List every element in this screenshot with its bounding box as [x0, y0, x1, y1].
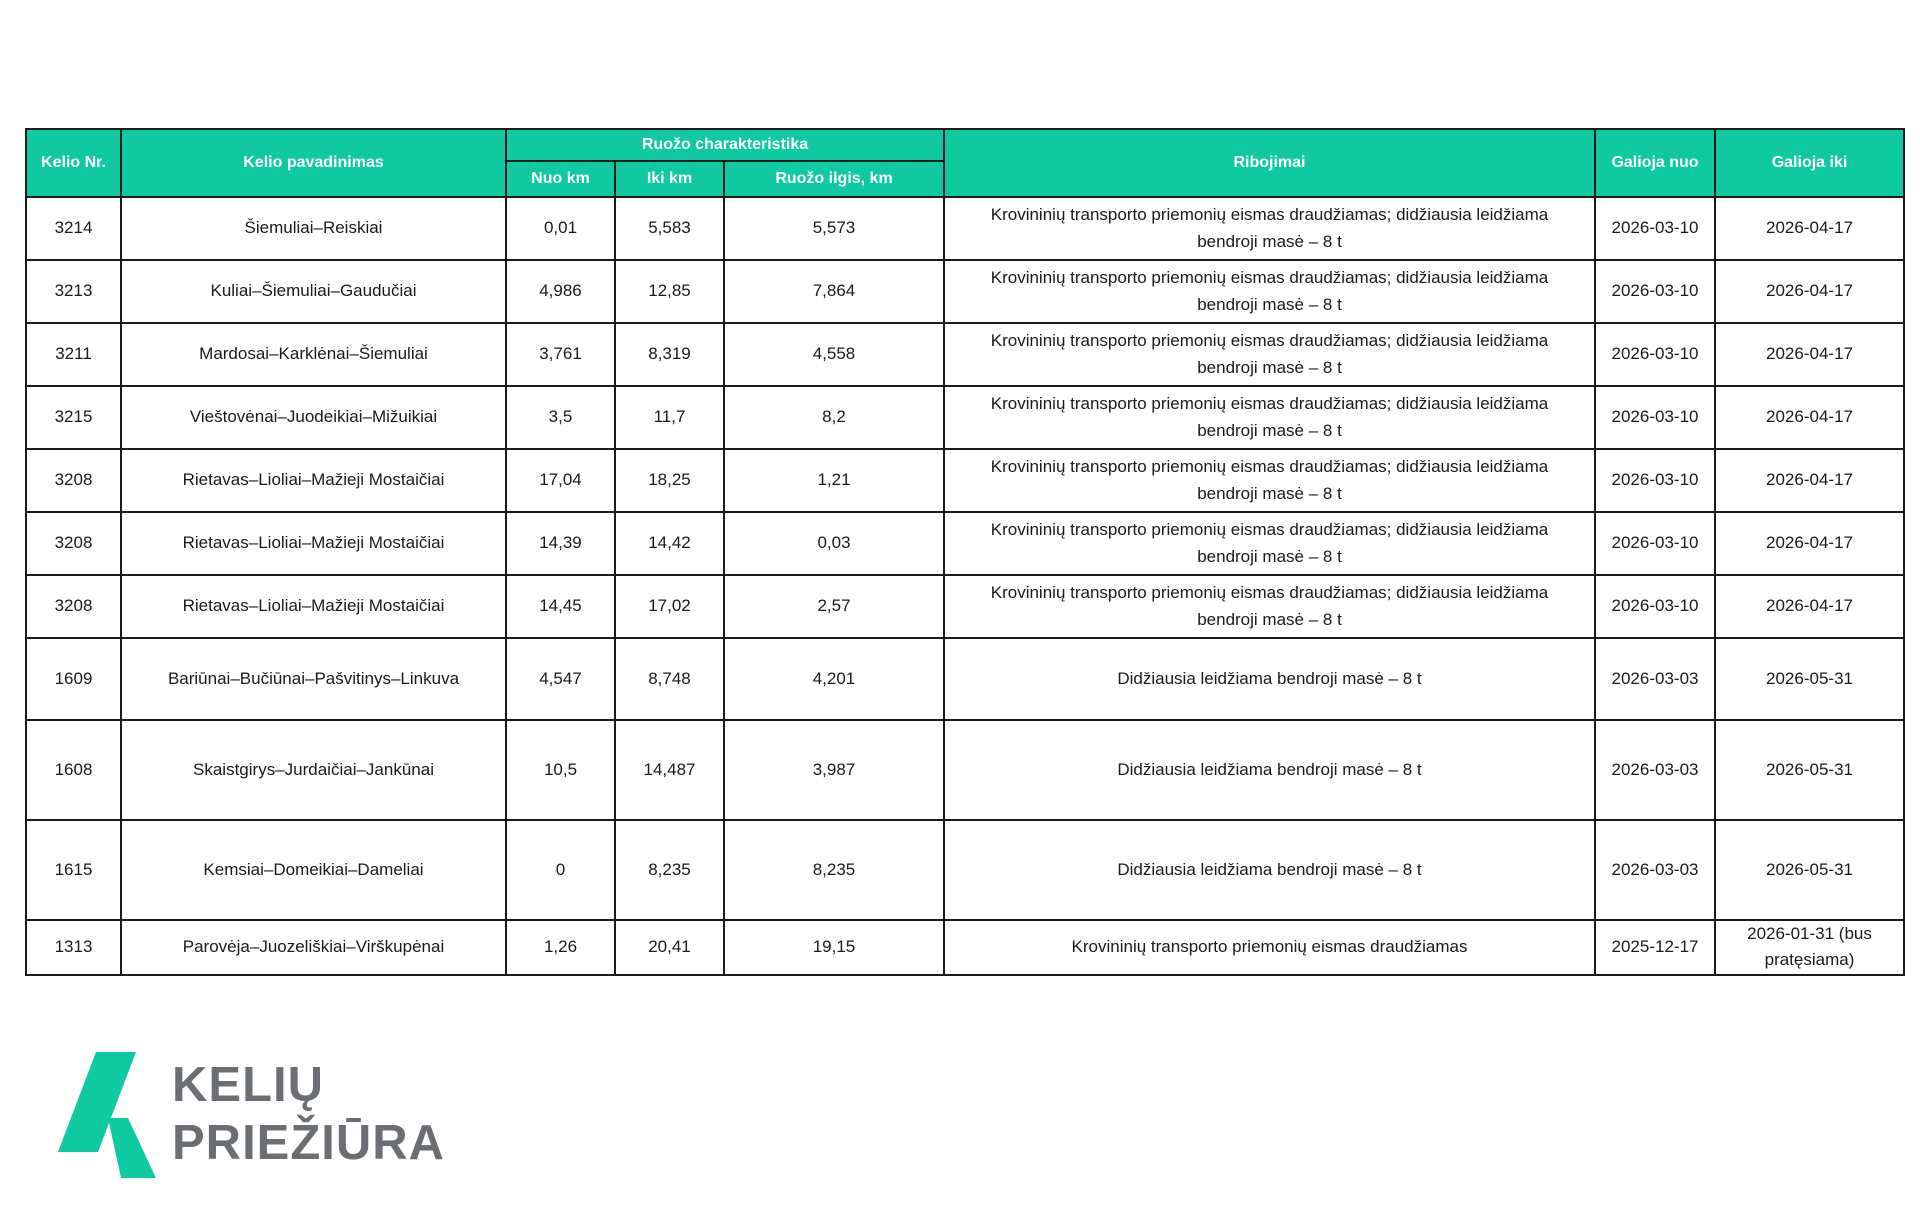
- cell-ribojimai: Krovininių transporto priemonių eismas draudžiamas; didžiausia leidžiama bendroji masė – 8 t: [944, 197, 1595, 260]
- cell-name: Mardosai–Karklėnai–Šiemuliai: [121, 323, 506, 386]
- cell-nr: 1615: [26, 820, 121, 920]
- cell-galioja-iki: 2026-04-17: [1715, 512, 1904, 575]
- cell-iki: 11,7: [615, 386, 724, 449]
- cell-ribojimai: Krovininių transporto priemonių eismas draudžiamas; didžiausia leidžiama bendroji masė – 8 t: [944, 323, 1595, 386]
- restrictions-table-wrapper: [25, 128, 1903, 976]
- logo-mark-icon: [58, 1052, 158, 1178]
- cell-nuo: 4,547: [506, 638, 615, 720]
- cell-galioja-nuo: 2026-03-10: [1595, 512, 1715, 575]
- cell-ilgis: 7,864: [724, 260, 944, 323]
- cell-nuo: 0: [506, 820, 615, 920]
- table-row: [26, 820, 1904, 920]
- header-ruozo-ilgis: Ruožo ilgis, km: [724, 161, 944, 197]
- cell-nr: 3208: [26, 449, 121, 512]
- header-galioja-nuo: Galioja nuo: [1595, 129, 1715, 197]
- table-row: [26, 323, 1904, 386]
- header-galioja-iki: Galioja iki: [1715, 129, 1904, 197]
- cell-name: Rietavas–Lioliai–Mažieji Mostaičiai: [121, 575, 506, 638]
- cell-galioja-iki: 2026-04-17: [1715, 449, 1904, 512]
- cell-nr: 1608: [26, 720, 121, 820]
- cell-galioja-iki: 2026-04-17: [1715, 323, 1904, 386]
- logo-line-2: PRIEŽIŪRA: [172, 1116, 446, 1170]
- cell-nr: 3213: [26, 260, 121, 323]
- cell-galioja-nuo: 2026-03-10: [1595, 575, 1715, 638]
- cell-galioja-nuo: 2026-03-03: [1595, 638, 1715, 720]
- table-row: [26, 197, 1904, 260]
- cell-galioja-iki: 2026-05-31: [1715, 720, 1904, 820]
- cell-ribojimai: Krovininių transporto priemonių eismas draudžiamas; didžiausia leidžiama bendroji masė – 8 t: [944, 449, 1595, 512]
- table-row: [26, 449, 1904, 512]
- cell-nuo: 14,39: [506, 512, 615, 575]
- cell-galioja-nuo: 2026-03-10: [1595, 386, 1715, 449]
- cell-nuo: 1,26: [506, 920, 615, 975]
- cell-galioja-nuo: 2026-03-10: [1595, 449, 1715, 512]
- cell-ilgis: 0,03: [724, 512, 944, 575]
- cell-ribojimai: Didžiausia leidžiama bendroji masė – 8 t: [944, 820, 1595, 920]
- table-row: [26, 638, 1904, 720]
- cell-nuo: 4,986: [506, 260, 615, 323]
- header-ruozo-charakteristika: Ruožo charakteristika: [506, 129, 944, 161]
- table-body: [26, 197, 1904, 975]
- cell-galioja-nuo: 2026-03-10: [1595, 260, 1715, 323]
- cell-ribojimai: Krovininių transporto priemonių eismas draudžiamas; didžiausia leidžiama bendroji masė – 8 t: [944, 386, 1595, 449]
- logo-text: [172, 1056, 445, 1172]
- cell-nr: 1313: [26, 920, 121, 975]
- cell-galioja-nuo: 2026-03-03: [1595, 820, 1715, 920]
- cell-ribojimai: Krovininių transporto priemonių eismas draudžiamas: [944, 920, 1595, 975]
- cell-name: Kemsiai–Domeikiai–Dameliai: [121, 820, 506, 920]
- cell-ribojimai: Didžiausia leidžiama bendroji masė – 8 t: [944, 638, 1595, 720]
- cell-name: Rietavas–Lioliai–Mažieji Mostaičiai: [121, 512, 506, 575]
- cell-name: Bariūnai–Bučiūnai–Pašvitinys–Linkuva: [121, 638, 506, 720]
- header-kelio-pavadinimas: Kelio pavadinimas: [121, 129, 506, 197]
- cell-galioja-iki: 2026-05-31: [1715, 820, 1904, 920]
- cell-galioja-nuo: 2026-03-10: [1595, 197, 1715, 260]
- cell-nuo: 10,5: [506, 720, 615, 820]
- cell-nr: 3211: [26, 323, 121, 386]
- table-row: [26, 512, 1904, 575]
- cell-galioja-iki: 2026-04-17: [1715, 575, 1904, 638]
- table-row: [26, 920, 1904, 975]
- keliu-prieziura-logo: [58, 1052, 458, 1178]
- cell-iki: 14,487: [615, 720, 724, 820]
- cell-galioja-nuo: 2025-12-17: [1595, 920, 1715, 975]
- header-kelio-nr: Kelio Nr.: [26, 129, 121, 197]
- cell-ilgis: 2,57: [724, 575, 944, 638]
- logo-line-1: KELIŲ: [172, 1058, 324, 1112]
- table-row: [26, 386, 1904, 449]
- cell-iki: 18,25: [615, 449, 724, 512]
- header-nuo-km: Nuo km: [506, 161, 615, 197]
- cell-nuo: 3,5: [506, 386, 615, 449]
- cell-galioja-iki: 2026-04-17: [1715, 260, 1904, 323]
- cell-ribojimai: Didžiausia leidžiama bendroji masė – 8 t: [944, 720, 1595, 820]
- cell-galioja-nuo: 2026-03-03: [1595, 720, 1715, 820]
- header-iki-km: Iki km: [615, 161, 724, 197]
- cell-nr: 3208: [26, 512, 121, 575]
- restrictions-table: [25, 128, 1905, 976]
- cell-ilgis: 4,558: [724, 323, 944, 386]
- cell-ilgis: 8,235: [724, 820, 944, 920]
- table-header: [26, 129, 1904, 197]
- table-row: [26, 260, 1904, 323]
- cell-ribojimai: Krovininių transporto priemonių eismas draudžiamas; didžiausia leidžiama bendroji masė – 8 t: [944, 575, 1595, 638]
- cell-name: Skaistgirys–Jurdaičiai–Jankūnai: [121, 720, 506, 820]
- cell-nuo: 3,761: [506, 323, 615, 386]
- cell-nr: 3208: [26, 575, 121, 638]
- header-ribojimai: Ribojimai: [944, 129, 1595, 197]
- cell-iki: 8,748: [615, 638, 724, 720]
- cell-galioja-iki: 2026-04-17: [1715, 386, 1904, 449]
- cell-iki: 20,41: [615, 920, 724, 975]
- cell-nuo: 0,01: [506, 197, 615, 260]
- cell-iki: 17,02: [615, 575, 724, 638]
- cell-iki: 8,235: [615, 820, 724, 920]
- cell-ilgis: 5,573: [724, 197, 944, 260]
- table-row: [26, 720, 1904, 820]
- cell-nr: 3214: [26, 197, 121, 260]
- cell-nuo: 14,45: [506, 575, 615, 638]
- cell-name: Vieštovėnai–Juodeikiai–Mižuikiai: [121, 386, 506, 449]
- cell-ribojimai: Krovininių transporto priemonių eismas draudžiamas; didžiausia leidžiama bendroji masė – 8 t: [944, 260, 1595, 323]
- cell-iki: 5,583: [615, 197, 724, 260]
- cell-name: Šiemuliai–Reiskiai: [121, 197, 506, 260]
- cell-name: Rietavas–Lioliai–Mažieji Mostaičiai: [121, 449, 506, 512]
- cell-ilgis: 8,2: [724, 386, 944, 449]
- cell-iki: 8,319: [615, 323, 724, 386]
- cell-galioja-iki: 2026-01-31 (bus pratęsiama): [1715, 920, 1904, 975]
- cell-ilgis: 19,15: [724, 920, 944, 975]
- cell-galioja-nuo: 2026-03-10: [1595, 323, 1715, 386]
- cell-iki: 14,42: [615, 512, 724, 575]
- cell-galioja-iki: 2026-04-17: [1715, 197, 1904, 260]
- cell-iki: 12,85: [615, 260, 724, 323]
- cell-name: Kuliai–Šiemuliai–Gaudučiai: [121, 260, 506, 323]
- cell-ilgis: 3,987: [724, 720, 944, 820]
- cell-ilgis: 1,21: [724, 449, 944, 512]
- cell-ribojimai: Krovininių transporto priemonių eismas draudžiamas; didžiausia leidžiama bendroji masė – 8 t: [944, 512, 1595, 575]
- cell-nuo: 17,04: [506, 449, 615, 512]
- cell-nr: 1609: [26, 638, 121, 720]
- cell-ilgis: 4,201: [724, 638, 944, 720]
- table-row: [26, 575, 1904, 638]
- cell-galioja-iki: 2026-05-31: [1715, 638, 1904, 720]
- cell-nr: 3215: [26, 386, 121, 449]
- cell-name: Parovėja–Juozeliškiai–Virškupėnai: [121, 920, 506, 975]
